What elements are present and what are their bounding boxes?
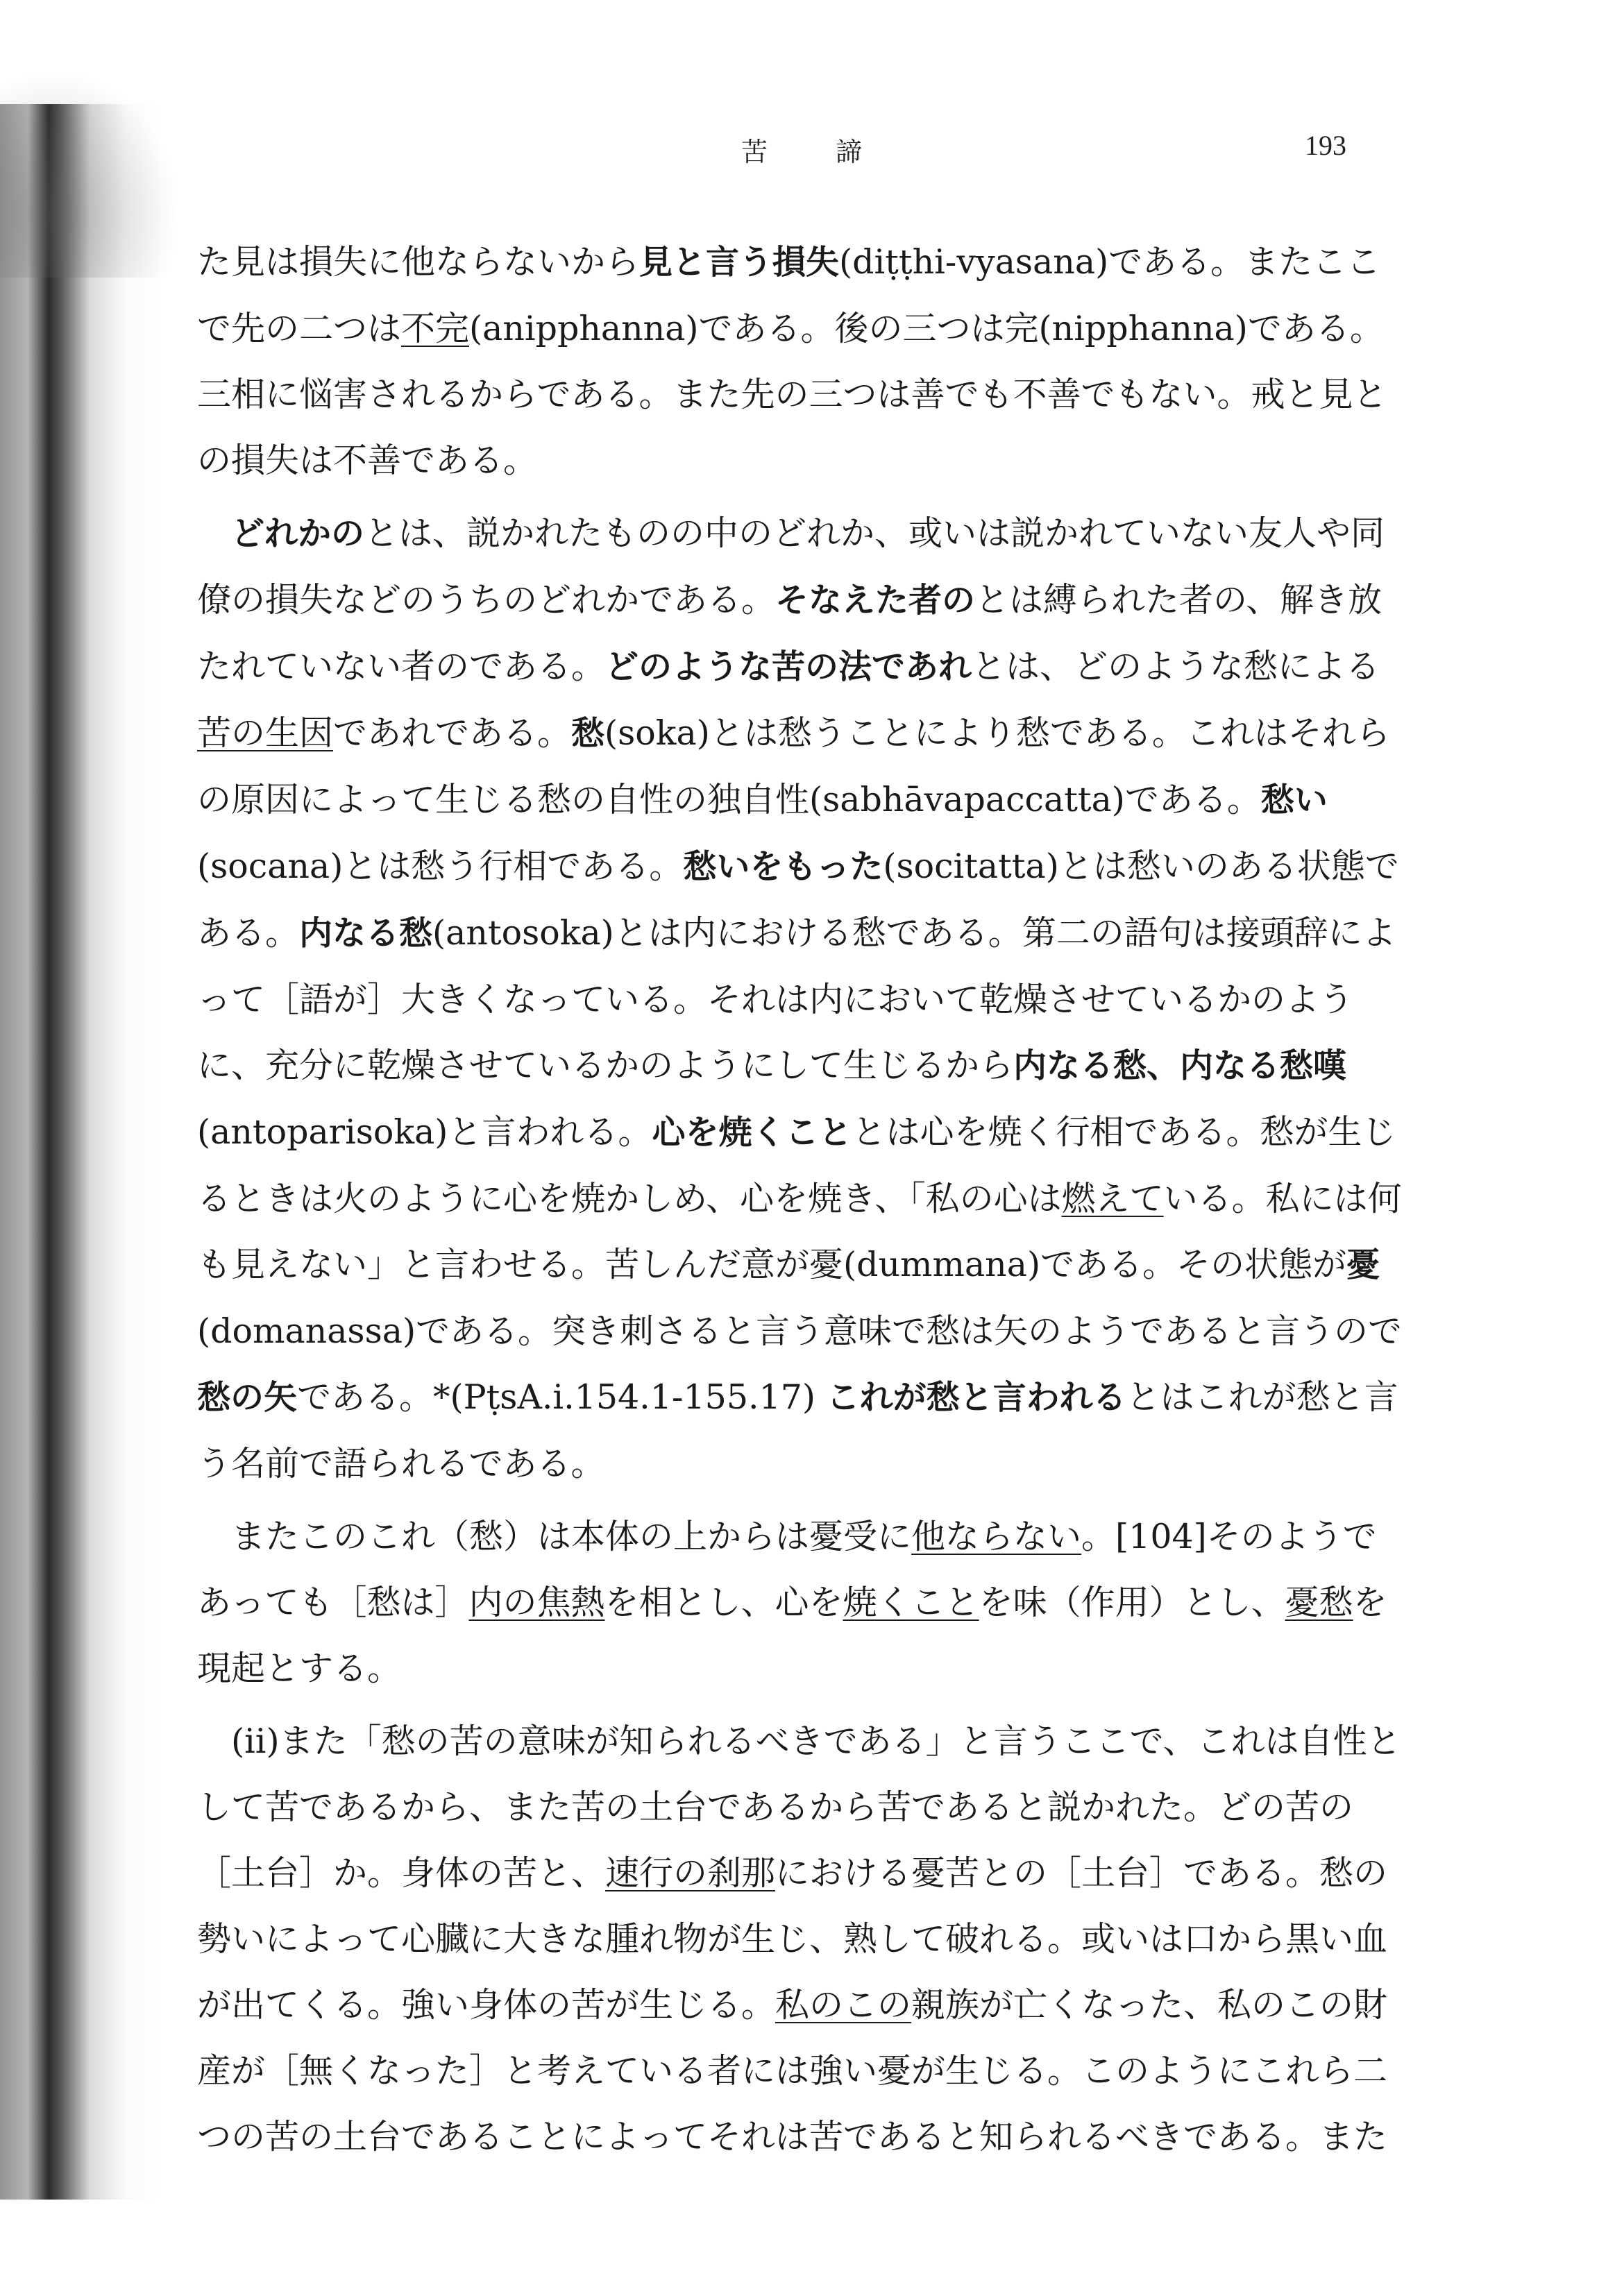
text-run: (socana)とは愁う行相である。 bbox=[197, 847, 684, 886]
text-run: とは、説かれたものの中のどれか、或いは説かれていない友人や同僚の損失などのうちのどれかである。 bbox=[197, 513, 1385, 620]
text-run: 親族が亡くなった、私のこの財産が［無くなった］と考えている者には強い憂が生じる。このようにこれら二つの苦の土台であることによってそれは苦であると知られるべきである。また bbox=[197, 1985, 1388, 2157]
text-run: (antoparisoka)と言われる。 bbox=[197, 1112, 652, 1152]
text-run: た見は損失に他ならないから bbox=[197, 242, 640, 282]
underlined-phrase: 焼くこと bbox=[843, 1583, 979, 1622]
underlined-phrase: 憂愁 bbox=[1285, 1583, 1353, 1622]
text-run: を現起とする。 bbox=[197, 1583, 1387, 1688]
text-run: (domanassa)である。突き刺さると言う意味で愁は矢のようであると言うので bbox=[197, 1311, 1403, 1351]
text-run: である。*(PṭsA.i.154.1-155.17) bbox=[297, 1377, 827, 1417]
bold-term: どれかの bbox=[231, 514, 365, 553]
underlined-phrase: 苦の生因 bbox=[197, 713, 334, 753]
text-run: であれである。 bbox=[333, 713, 572, 753]
bold-term: そなえた者の bbox=[775, 581, 976, 620]
text-run: とは心を焼く行相である。愁が生じるときは火のように心を焼かしめ、心を焼き、「私の心は bbox=[197, 1112, 1396, 1218]
bold-term: これが愁と言われる bbox=[826, 1378, 1126, 1417]
underlined-phrase: 内の焦熱 bbox=[468, 1583, 605, 1622]
bold-term: 愁 bbox=[571, 714, 605, 753]
running-title: 苦 諦 bbox=[741, 137, 883, 167]
text-run: (socitatta)とは愁いのある状態である。 bbox=[197, 847, 1399, 953]
text-run: (soka)とは愁うことにより愁である。これはそれらの原因によって生じる愁の自性の独自性(sabhāvapaccatta)である。 bbox=[197, 713, 1390, 819]
scan-shadow bbox=[0, 104, 160, 2200]
text-run: (ii)また「愁の苦の意味が知られるべきである」と言うここで、これは自性として苦であるから、また苦の土台であるから苦であると説かれた。どの苦の［土台］か。身体の苦と、 bbox=[197, 1721, 1401, 1893]
text-run: 。[104]そのようであっても［愁は］ bbox=[197, 1517, 1377, 1622]
bold-term: 内なる愁、内なる愁嘆 bbox=[1013, 1046, 1347, 1085]
text-run: を相とし、心を bbox=[604, 1583, 843, 1622]
text-run: (anipphanna)である。後の三つは完(nipphanna)である。三相に悩害されるからである。また先の三つは善でも不善でもない。戒と見との損失は不善である。 bbox=[197, 309, 1387, 480]
bold-term: 愁の矢 bbox=[197, 1378, 298, 1417]
text-run: (antosoka)とは内における愁である。第二の語句は接頭辞によって［語が］大きくなっている。それは内において乾燥させているかのように、充分に乾燥させているかのようにして生じるから bbox=[197, 913, 1396, 1085]
bold-term: 心を焼くこと bbox=[652, 1113, 852, 1152]
underlined-phrase: 他ならない bbox=[911, 1517, 1082, 1556]
body-text bbox=[197, 229, 1405, 2177]
bold-term: 愁いをもった bbox=[683, 847, 883, 886]
bold-term: 愁い bbox=[1260, 781, 1328, 819]
underlined-phrase: 速行の刹那 bbox=[605, 1853, 776, 1893]
bold-term: 内なる愁 bbox=[299, 914, 433, 953]
bold-term: 憂 bbox=[1346, 1245, 1380, 1284]
underlined-phrase: 私のこの bbox=[775, 1985, 912, 2025]
underlined-phrase: 燃えて bbox=[1061, 1179, 1164, 1218]
bold-term: どのような苦の法であれ bbox=[605, 647, 972, 686]
text-run: における憂苦との［土台］である。愁の勢いによって心臓に大きな腫れ物が生じ、熟して破れる。或いは口から黒い血が出てくる。強い身体の苦が生じる。 bbox=[197, 1853, 1388, 2025]
paragraph-2 bbox=[197, 500, 1405, 1497]
text-run: を味（作用）とし、 bbox=[979, 1583, 1285, 1622]
text-run: またこのこれ（愁）は本体の上からは憂受に bbox=[231, 1517, 912, 1556]
paragraph-3 bbox=[197, 1504, 1405, 1701]
text-run: とは、どのような愁による bbox=[972, 647, 1380, 686]
paragraph-4 bbox=[197, 1708, 1405, 2170]
text-run: いる。私には何も見えない」と言わせる。苦しんだ意が憂(dummana)である。その状態が bbox=[197, 1179, 1402, 1284]
bold-term: 見と言う損失 bbox=[639, 243, 840, 282]
text-run: (diṭṭhi-vyasana)である。またここで先の二つは bbox=[197, 242, 1381, 348]
page-number: 193 bbox=[1305, 130, 1346, 161]
paragraph-1 bbox=[197, 229, 1405, 493]
text-run: とは縛られた者の、解き放たれていない者のである。 bbox=[197, 580, 1382, 686]
text-run: とはこれが愁と言う名前で語られるである。 bbox=[197, 1377, 1398, 1483]
scan-shadow-top bbox=[0, 69, 180, 278]
underlined-phrase: 不完 bbox=[401, 309, 470, 348]
